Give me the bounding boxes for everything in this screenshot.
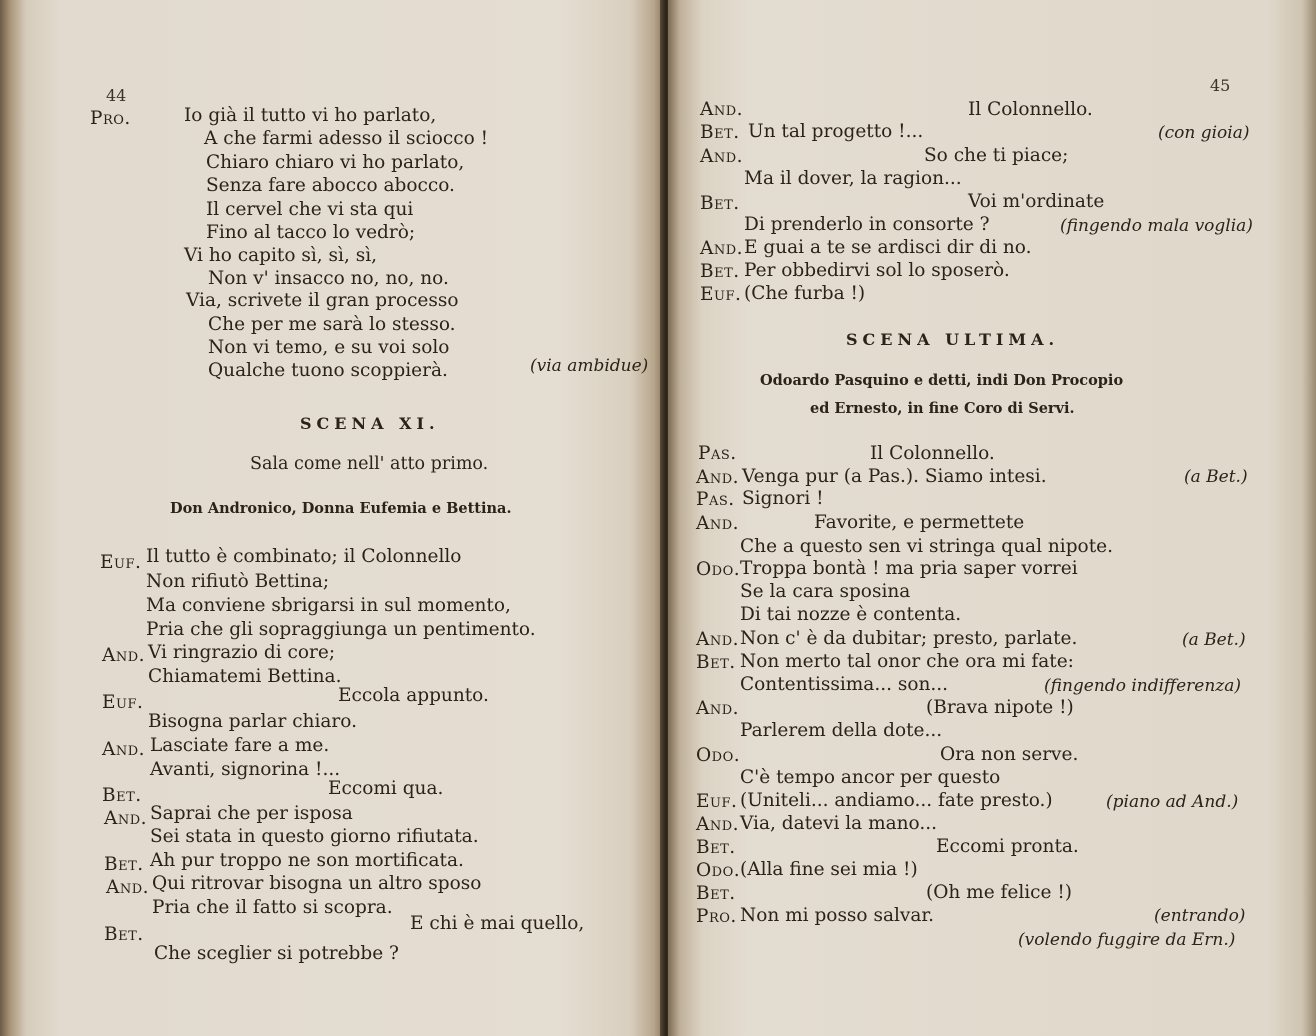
- speaker-label: And.: [696, 814, 740, 835]
- speaker-label: And.: [102, 739, 146, 760]
- speaker-label: Bet.: [696, 883, 736, 904]
- dialogue-line: Lasciate fare a me.: [150, 735, 330, 756]
- verse-line: Qualche tuono scoppierà.: [208, 360, 448, 381]
- stage-direction: (fingendo mala voglia): [1060, 216, 1253, 236]
- page-number: 44: [106, 86, 127, 105]
- stage-direction: (a Bet.): [1182, 630, 1246, 650]
- speaker-label: Euf.: [102, 692, 144, 713]
- verse-line: Via, scrivete il gran processo: [186, 290, 459, 311]
- speaker-label: And.: [696, 513, 740, 534]
- stage-direction: (con gioia): [1158, 123, 1250, 143]
- dialogue-line: C'è tempo ancor per questo: [740, 767, 1001, 788]
- speaker-label: And.: [696, 629, 740, 650]
- dialogue-line: Il tutto è combinato; il Colonnello: [146, 546, 462, 567]
- dialogue-line: Non merto tal onor che ora mi fate:: [740, 651, 1074, 672]
- speaker-label: And.: [700, 146, 744, 167]
- stage-direction: (volendo fuggire da Ern.): [1018, 930, 1236, 950]
- dialogue-line: Voi m'ordinate: [968, 191, 1105, 212]
- dialogue-line: Eccola appunto.: [338, 685, 489, 706]
- dialogue-line: Bisogna parlar chiaro.: [148, 711, 357, 732]
- speaker-label: Bet.: [696, 652, 736, 673]
- dialogue-line: Saprai che per isposa: [150, 803, 353, 824]
- speaker-label: Odo.: [696, 745, 741, 766]
- dialogue-line: (Brava nipote !): [926, 697, 1074, 718]
- dialogue-line: Avanti, signorina !...: [150, 759, 341, 780]
- stage-direction: (piano ad And.): [1106, 792, 1239, 812]
- speaker-label: Bet.: [104, 924, 144, 945]
- dialogue-line: Eccomi qua.: [328, 778, 444, 799]
- dialogue-line: Non mi posso salvar.: [740, 905, 935, 926]
- speaker-label: Odo.: [696, 559, 741, 580]
- verse-line: Io già il tutto vi ho parlato,: [184, 105, 437, 126]
- dialogue-line: (Uniteli... andiamo... fate presto.): [740, 790, 1053, 811]
- speaker-label: And.: [696, 467, 740, 488]
- verse-line: Il cervel che vi sta qui: [206, 199, 414, 220]
- verse-line: Chiaro chiaro vi ho parlato,: [206, 152, 465, 173]
- dialogue-line: (Alla fine sei mia !): [740, 859, 918, 880]
- scene-heading: SCENA ULTIMA.: [846, 330, 1060, 349]
- speaker-label: And.: [104, 808, 148, 829]
- speaker-label: Bet.: [700, 193, 740, 214]
- stage-direction: (a Bet.): [1184, 467, 1248, 487]
- speaker-label: Bet.: [700, 122, 740, 143]
- speaker-label: Euf.: [696, 791, 738, 812]
- dialogue-line: Vi ringrazio di core;: [148, 642, 336, 663]
- speaker-label: And.: [106, 877, 150, 898]
- dialogue-line: Di tai nozze è contenta.: [740, 604, 962, 625]
- scene-cast: Don Andronico, Donna Eufemia e Bettina.: [170, 500, 512, 517]
- verse-line: Non v' insacco no, no, no.: [208, 268, 449, 289]
- dialogue-line: Pria che il fatto si scopra.: [152, 897, 393, 918]
- dialogue-line: Per obbedirvi sol lo sposerò.: [744, 260, 1010, 281]
- dialogue-line: So che ti piace;: [924, 145, 1069, 166]
- speaker-label: Bet.: [102, 785, 142, 806]
- dialogue-line: Non rifiutò Bettina;: [146, 571, 330, 592]
- dialogue-line: Di prenderlo in consorte ?: [744, 214, 990, 235]
- scene-heading: SCENA XI.: [300, 414, 440, 433]
- dialogue-line: Il Colonnello.: [870, 443, 995, 464]
- dialogue-line: Qui ritrovar bisogna un altro sposo: [152, 873, 482, 894]
- speaker-label: And.: [700, 99, 744, 120]
- dialogue-line: Pria che gli sopraggiunga un pentimento.: [146, 619, 536, 640]
- dialogue-line: Contentissima... son...: [740, 674, 949, 695]
- page-number: 45: [1210, 76, 1231, 95]
- dialogue-line: Ma il dover, la ragion...: [744, 168, 962, 189]
- dialogue-line: E guai a te se ardisci dir di no.: [744, 237, 1032, 258]
- dialogue-line: Che a questo sen vi stringa qual nipote.: [740, 536, 1113, 557]
- verse-line: Non vi temo, e su voi solo: [208, 337, 450, 358]
- speaker-label: Euf.: [700, 284, 742, 305]
- speaker-label: Pro.: [696, 906, 737, 927]
- dialogue-line: E chi è mai quello,: [410, 913, 585, 934]
- dialogue-line: (Che furba !): [744, 283, 866, 304]
- dialogue-line: Sei stata in questo giorno rifiutata.: [150, 826, 479, 847]
- scene-cast: ed Ernesto, in fine Coro di Servi.: [810, 400, 1075, 417]
- speaker-label: Bet.: [700, 261, 740, 282]
- verse-line: Che per me sarà lo stesso.: [208, 314, 456, 335]
- dialogue-line: Ma conviene sbrigarsi in sul momento,: [146, 595, 511, 616]
- speaker-label: And.: [102, 645, 146, 666]
- dialogue-line: Troppa bontà ! ma pria saper vorrei: [740, 558, 1078, 579]
- speaker-label: Euf.: [100, 552, 142, 573]
- speaker-label: Bet.: [104, 854, 144, 875]
- verse-line: Vi ho capito sì, sì, sì,: [184, 245, 378, 266]
- dialogue-line: Signori !: [742, 488, 824, 509]
- verse-line: Fino al tacco lo vedrò;: [206, 222, 416, 243]
- dialogue-line: Che sceglier si potrebbe ?: [154, 943, 399, 964]
- stage-direction: (entrando): [1154, 906, 1246, 926]
- dialogue-line: Ora non serve.: [940, 744, 1079, 765]
- speaker-label: And.: [696, 698, 740, 719]
- dialogue-line: Il Colonnello.: [968, 99, 1093, 120]
- dialogue-line: Eccomi pronta.: [936, 836, 1079, 857]
- verse-line: Senza fare abocco abocco.: [206, 175, 455, 196]
- dialogue-line: Parlerem della dote...: [740, 720, 943, 741]
- scene-cast: Odoardo Pasquino e detti, indi Don Procopio: [760, 372, 1124, 389]
- scene-setting: Sala come nell' atto primo.: [250, 454, 489, 474]
- stage-direction: (fingendo indifferenza): [1044, 676, 1242, 696]
- stage-direction: (via ambidue): [530, 356, 649, 376]
- dialogue-line: Venga pur (a Pas.). Siamo intesi.: [742, 466, 1047, 487]
- speaker-label: Pro.: [90, 108, 131, 129]
- speaker-label: Pas.: [696, 489, 735, 510]
- dialogue-line: Favorite, e permettete: [814, 512, 1025, 533]
- speaker-label: Pas.: [698, 443, 737, 464]
- right-page: [668, 0, 1316, 1036]
- dialogue-line: Se la cara sposina: [740, 581, 911, 602]
- speaker-label: And.: [700, 238, 744, 259]
- dialogue-line: Ah pur troppo ne son mortificata.: [150, 850, 464, 871]
- dialogue-line: Via, datevi la mano...: [740, 813, 938, 834]
- dialogue-line: Chiamatemi Bettina.: [148, 666, 342, 687]
- dialogue-line: (Oh me felice !): [926, 882, 1073, 903]
- speaker-label: Odo.: [696, 860, 741, 881]
- dialogue-line: Non c' è da dubitar; presto, parlate.: [740, 628, 1078, 649]
- verse-line: A che farmi adesso il sciocco !: [204, 128, 489, 149]
- speaker-label: Bet.: [696, 837, 736, 858]
- dialogue-line: Un tal progetto !...: [748, 121, 924, 142]
